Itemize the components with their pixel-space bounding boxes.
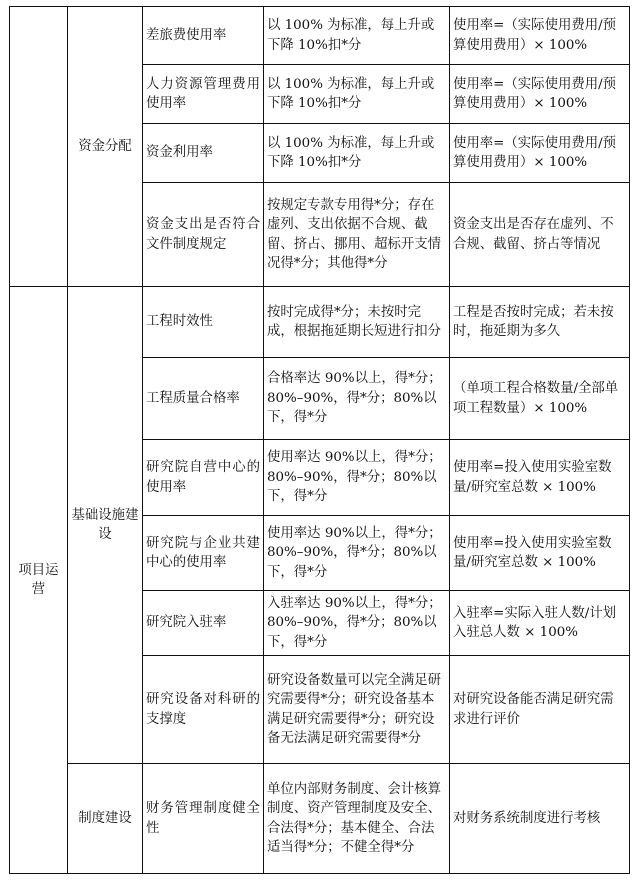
section-cell: 项目运营	[10, 287, 68, 874]
method-cell: 对研究设备能否满足研究需求进行评价	[450, 656, 630, 764]
method-cell: 使用率=（实际使用费用/预算使用费用）× 100%	[450, 65, 630, 124]
indicator-cell: 研究院自营中心的使用率	[143, 440, 264, 516]
indicator-cell: 研究院入驻率	[143, 591, 264, 656]
indicator-cell: 人力资源管理费用使用率	[143, 65, 264, 124]
method-cell: 入驻率=实际入驻人数/计划入驻总人数 × 100%	[450, 591, 630, 656]
evaluation-indicator-table	[9, 6, 630, 874]
standard-cell: 使用率达 90%以上，得*分；80%–90%，得*分；80%以下，得*分	[264, 440, 450, 516]
method-cell: 对财务系统制度进行考核	[450, 764, 630, 874]
method-cell: 使用率=（实际使用费用/预算使用费用）× 100%	[450, 124, 630, 183]
standard-cell: 入驻率达 90%以上，得*分；80%–90%，得*分；80%以下，得*分	[264, 591, 450, 656]
indicator-cell: 财务管理制度健全性	[143, 764, 264, 874]
indicator-cell: 差旅费使用率	[143, 7, 264, 65]
section-cell	[10, 7, 68, 287]
indicator-cell: 资金支出是否符合文件制度规定	[143, 183, 264, 287]
standard-cell: 单位内部财务制度、会计核算制度、资产管理制度及安全、合法得*分；基本健全、合法适当得*分；不健全得*分	[264, 764, 450, 874]
group-cell: 资金分配	[68, 7, 143, 287]
table-row	[10, 7, 630, 65]
standard-cell: 按规定专款专用得*分；存在虚列、支出依据不合规、截留、挤占、挪用、超标开支情况得*分；其他得*分	[264, 183, 450, 287]
indicator-cell: 研究设备对科研的支撑度	[143, 656, 264, 764]
standard-cell: 按时完成得*分；未按时完成，根据拖延期长短进行扣分	[264, 287, 450, 358]
indicator-cell: 工程质量合格率	[143, 358, 264, 440]
method-cell: 使用率=（实际使用费用/预算使用费用）× 100%	[450, 7, 630, 65]
group-cell: 制度建设	[68, 764, 143, 874]
standard-cell: 合格率达 90%以上，得*分；80%–90%，得*分；80%以下，得*分	[264, 358, 450, 440]
method-cell: 资金支出是否存在虚列、不合规、截留、挤占等情况	[450, 183, 630, 287]
method-cell: （单项工程合格数量/全部单项工程数量）× 100%	[450, 358, 630, 440]
standard-cell: 以 100% 为标准，每上升或下降 10%扣*分	[264, 65, 450, 124]
table-row	[10, 287, 630, 358]
group-cell: 基础设施建设	[68, 287, 143, 764]
indicator-cell: 资金利用率	[143, 124, 264, 183]
standard-cell: 研究设备数量可以完全满足研究需要得*分；研究设备基本满足研究需要得*分；研究设备无法满足研究需要得*分	[264, 656, 450, 764]
standard-cell: 以 100% 为标准，每上升或下降 10%扣*分	[264, 124, 450, 183]
table-row	[10, 764, 630, 874]
indicator-cell: 工程时效性	[143, 287, 264, 358]
indicator-cell: 研究院与企业共建中心的使用率	[143, 516, 264, 591]
method-cell: 使用率=投入使用实验室数量/研究室总数 × 100%	[450, 440, 630, 516]
standard-cell: 以 100% 为标准，每上升或下降 10%扣*分	[264, 7, 450, 65]
method-cell: 使用率=投入使用实验室数量/研究室总数 × 100%	[450, 516, 630, 591]
standard-cell: 使用率达 90%以上，得*分；80%–90%，得*分；80%以下，得*分	[264, 516, 450, 591]
method-cell: 工程是否按时完成；若未按时，拖延期为多久	[450, 287, 630, 358]
